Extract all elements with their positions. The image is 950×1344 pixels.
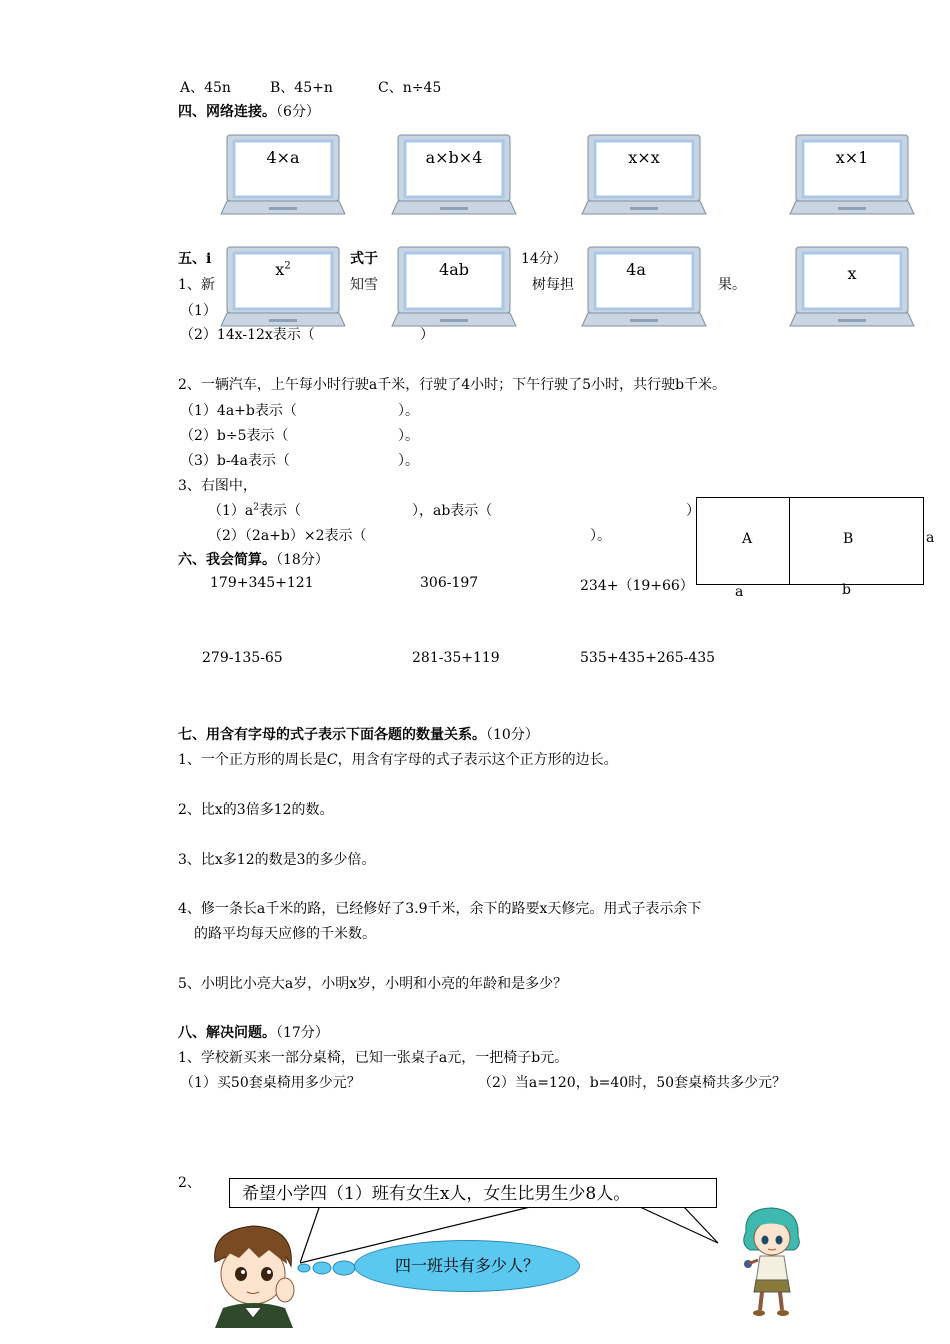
- rectangle-divider: [789, 498, 790, 584]
- laptop-expression: x: [847, 264, 857, 283]
- choice-c: C、n÷45: [378, 80, 442, 96]
- label-B: B: [843, 531, 854, 547]
- choice-a: A、45n: [180, 80, 231, 96]
- q3-text: 3、右图中，: [178, 478, 257, 494]
- calc-1: 179+345+121: [210, 575, 314, 591]
- laptop-icon: [219, 134, 347, 216]
- s7-q5: 5、小明比小亮大a岁，小明x岁，小明和小亮的年龄和是多少？: [178, 976, 568, 992]
- s7-q4-line1: 4、修一条长a千米的路，已经修好了3.9千米，余下的路要x天修完。用式子表示余下: [178, 901, 702, 917]
- laptop-expression: $x^2$: [275, 260, 291, 279]
- s7-q1: 1、一个正方形的周长是C，用含有字母的式子表示这个正方形的边长。: [178, 752, 618, 768]
- laptop-expression: 4×a: [266, 148, 300, 167]
- section5-score: 14分）: [521, 251, 567, 267]
- s8-q1-part1: （1）买50套桌椅用多少元？: [180, 1075, 361, 1091]
- laptop-top-3: [580, 134, 708, 216]
- s7-q2: 2、比x的3倍多12的数。: [178, 802, 334, 818]
- section5-q1-mid: 知雪: [350, 277, 378, 293]
- laptop-top-4: [788, 134, 916, 216]
- q3-part2-end: ）。: [590, 528, 611, 544]
- section5-q1-part2: （2）14x-12x表示（: [180, 327, 315, 343]
- laptop-bottom-4: [788, 246, 916, 328]
- laptop-expression: 4a: [626, 260, 646, 279]
- label-A: A: [742, 531, 753, 547]
- laptop-icon: [788, 134, 916, 216]
- q2-part1: （1）4a+b表示（: [180, 403, 297, 419]
- boy-illustration: [205, 1222, 305, 1328]
- q2-part2-close: ）。: [398, 428, 419, 444]
- cloud-tail: [296, 1256, 356, 1276]
- q2-text: 2、一辆汽车，上午每小时行驶a千米，行驶了4小时；下午行驶了5小时，共行驶b千米。: [178, 377, 727, 393]
- speech-bubble: 希望小学四（1）班有女生x人，女生比男生少8人。: [229, 1178, 717, 1208]
- laptop-top-2: [390, 134, 518, 216]
- girl-illustration: [736, 1206, 808, 1318]
- section5-q1-end: 果。: [718, 277, 746, 293]
- q3-part2: （2）（2a+b）×2表示（: [208, 528, 367, 544]
- s8-q1-part2: （2）当a=120，b=40时，50套桌椅共多少元？: [478, 1075, 787, 1091]
- laptop-top-1: [219, 134, 347, 216]
- s7-q3: 3、比x多12的数是3的多少倍。: [178, 852, 376, 868]
- laptop-icon: [390, 134, 518, 216]
- q3-part1-ab: ），ab表示（: [412, 503, 493, 519]
- q2-part3-close: ）。: [398, 453, 419, 469]
- laptop-icon: [580, 246, 708, 328]
- laptop-expression: 4ab: [439, 260, 469, 279]
- q2-part1-close: ）。: [398, 403, 419, 419]
- q2-part2: （2）b÷5表示（: [180, 428, 289, 444]
- laptop-expression: x×1: [835, 148, 869, 167]
- s7-q4-line2: 的路平均每天应修的千米数。: [194, 926, 376, 942]
- section5-q1-part2-close: ）: [420, 327, 434, 343]
- section4-heading: 四、网络连接。（6分）: [178, 104, 320, 120]
- section5-q1-part1: （1）: [180, 303, 217, 319]
- thought-cloud: 四一班共有多少人？: [354, 1240, 580, 1292]
- calc-3: 234+（19+66）: [580, 578, 694, 594]
- calc-2: 306-197: [420, 575, 479, 591]
- section5-heading: 五、i: [178, 251, 212, 267]
- section5-q1-start: 1、新: [178, 277, 215, 293]
- q3-part1: $(1)a^2$表示（: [208, 502, 301, 519]
- laptop-icon: [390, 246, 518, 328]
- choice-b: B、45+n: [270, 80, 333, 96]
- bottom-label-a: a: [735, 584, 744, 600]
- section5-heading-mid: 式于: [350, 251, 378, 267]
- rectangle-figure: [696, 497, 924, 585]
- side-label-a: a: [926, 530, 935, 546]
- laptop-icon: [580, 134, 708, 216]
- section8-heading: 八、解决问题。（17分）: [178, 1025, 329, 1041]
- laptop-bottom-3: [580, 246, 708, 328]
- calc-6: 535+435+265-435: [580, 650, 716, 666]
- laptop-bottom-2: [390, 246, 518, 328]
- section7-heading: 七、用含有字母的式子表示下面各题的数量关系。（10分）: [178, 727, 539, 743]
- laptop-icon: [219, 246, 347, 328]
- laptop-bottom-1: [219, 246, 347, 328]
- s8-q2: 2、: [178, 1175, 201, 1191]
- laptop-expression: a×b×4: [425, 148, 483, 167]
- calc-4: 279-135-65: [202, 650, 283, 666]
- section6-heading: 六、我会简算。（18分）: [178, 552, 329, 568]
- bottom-label-b: b: [842, 582, 851, 598]
- laptop-expression: x×x: [628, 148, 660, 167]
- section5-q1-tail: 树每担: [532, 277, 574, 293]
- q2-part3: （3）b-4a表示（: [180, 453, 290, 469]
- calc-5: 281-35+119: [412, 650, 500, 666]
- q3-part1-end: ）: [686, 503, 700, 519]
- laptop-icon: [788, 246, 916, 328]
- s8-q1: 1、学校新买来一部分桌椅，已知一张桌子a元，一把椅子b元。: [178, 1050, 569, 1066]
